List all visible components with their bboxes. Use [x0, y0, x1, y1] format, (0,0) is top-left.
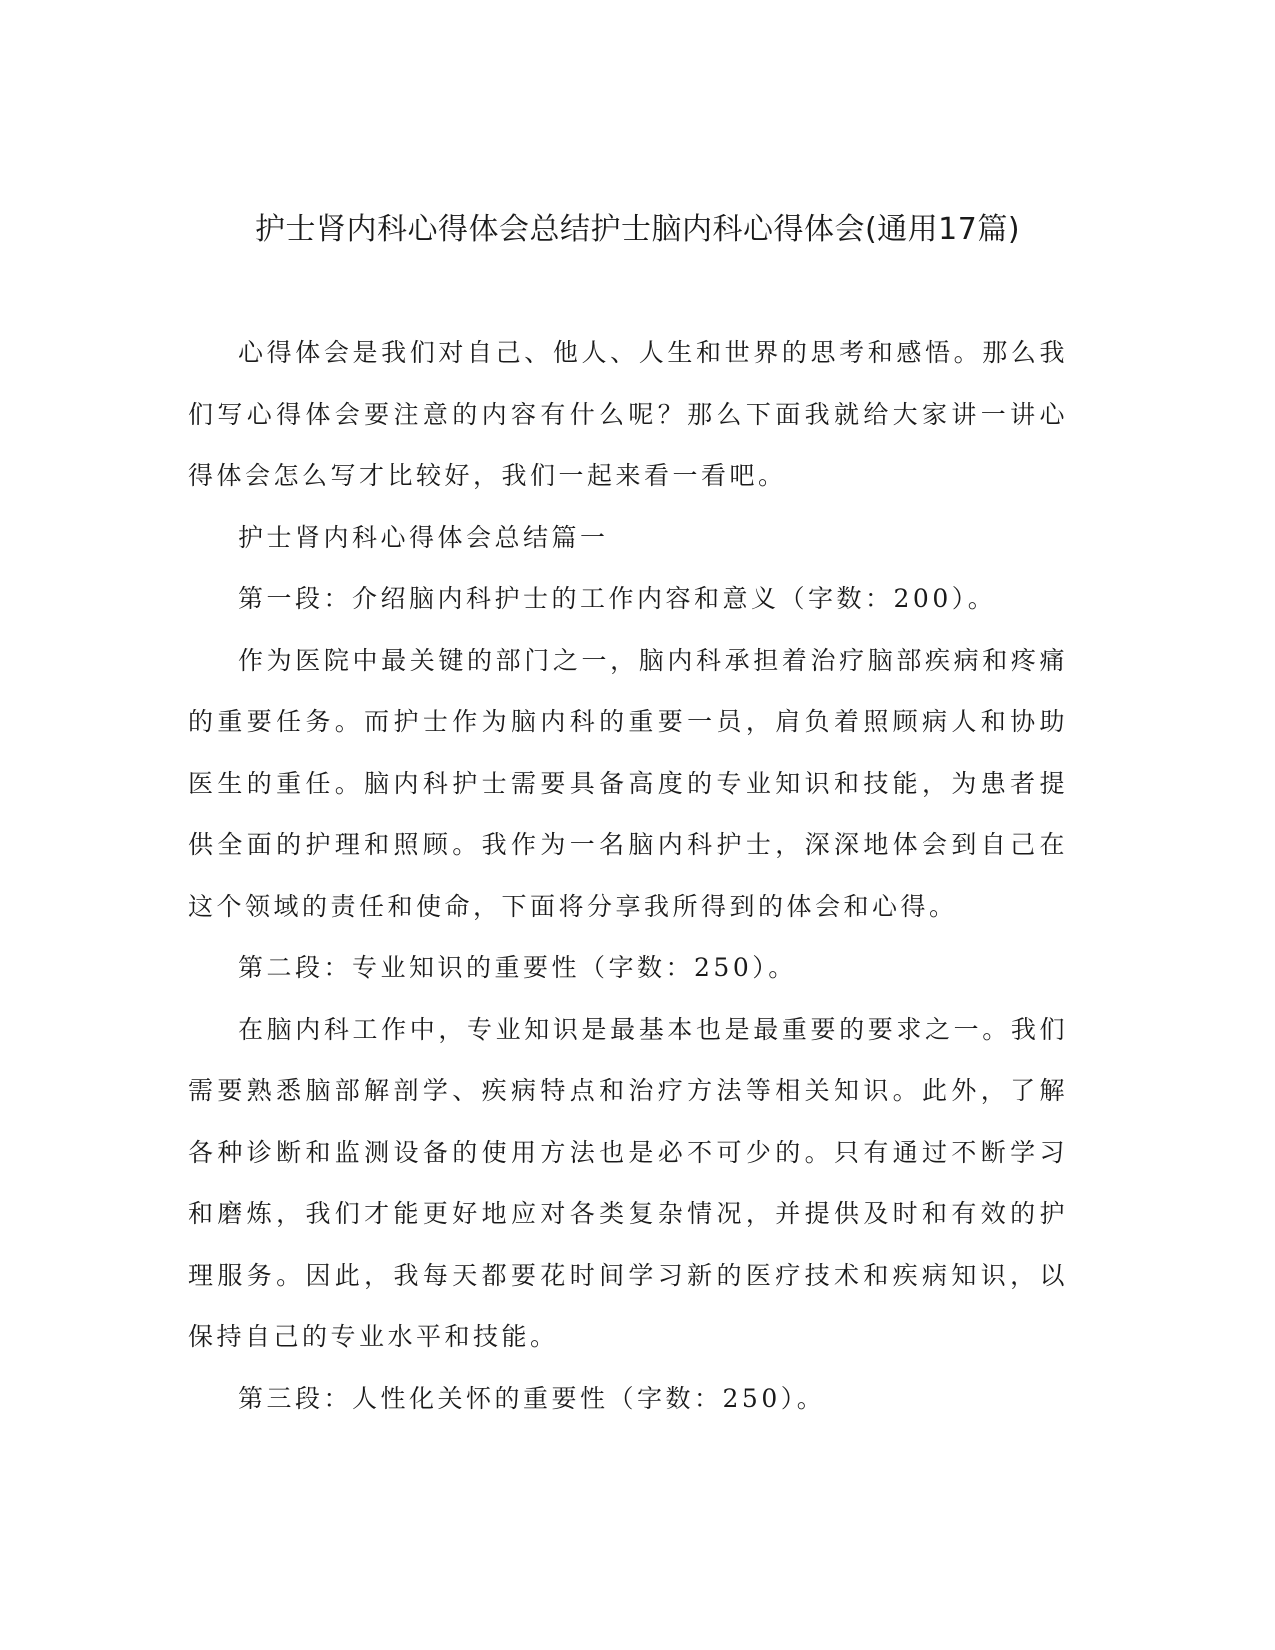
body-paragraph: 在脑内科工作中，专业知识是最基本也是最重要的要求之一。我们需要熟悉脑部解剖学、疾病特点和治疗方法等相关知识。此外，了解各种诊断和监测设备的使用方法也是必不可少的。只有通过不断学习和磨炼，我们才能更好地应对各类复杂情况，并提供及时和有效的护理服务。因此，我每天都要花时间学习新的医疗技术和疾病知识，以保持自己的专业水平和技能。 [188, 1014, 1068, 1351]
subheading-paragraph-3: 第三段：人性化关怀的重要性（字数：250）。 [238, 1383, 826, 1413]
body-paragraph: 作为医院中最关键的部门之一，脑内科承担着治疗脑部疾病和疼痛的重要任务。而护士作为脑内科的重要一员，肩负着照顾病人和协助医生的重任。脑内科护士需要具备高度的专业知识和技能，为患者提供全面的护理和照顾。我作为一名脑内科护士，深深地体会到自己在这个领域的责任和使命，下面将分享我所得到的体会和心得。 [188, 645, 1068, 921]
subheading-paragraph-2: 第二段：专业知识的重要性（字数：250）。 [238, 953, 797, 982]
document-body [188, 322, 1068, 1429]
subheading-paragraph-1: 第一段：介绍脑内科护士的工作内容和意义（字数：200）。 [238, 584, 997, 613]
intro-paragraph: 心得体会是我们对自己、他人、人生和世界的思考和感悟。那么我们写心得体会要注意的内容有什么呢？那么下面我就给大家讲一讲心得体会怎么写才比较好，我们一起来看一看吧。 [188, 338, 1068, 490]
section-heading: 护士肾内科心得体会总结篇一 [238, 522, 609, 552]
document-title: 护士肾内科心得体会总结护士脑内科心得体会(通用17篇) [254, 212, 1021, 247]
